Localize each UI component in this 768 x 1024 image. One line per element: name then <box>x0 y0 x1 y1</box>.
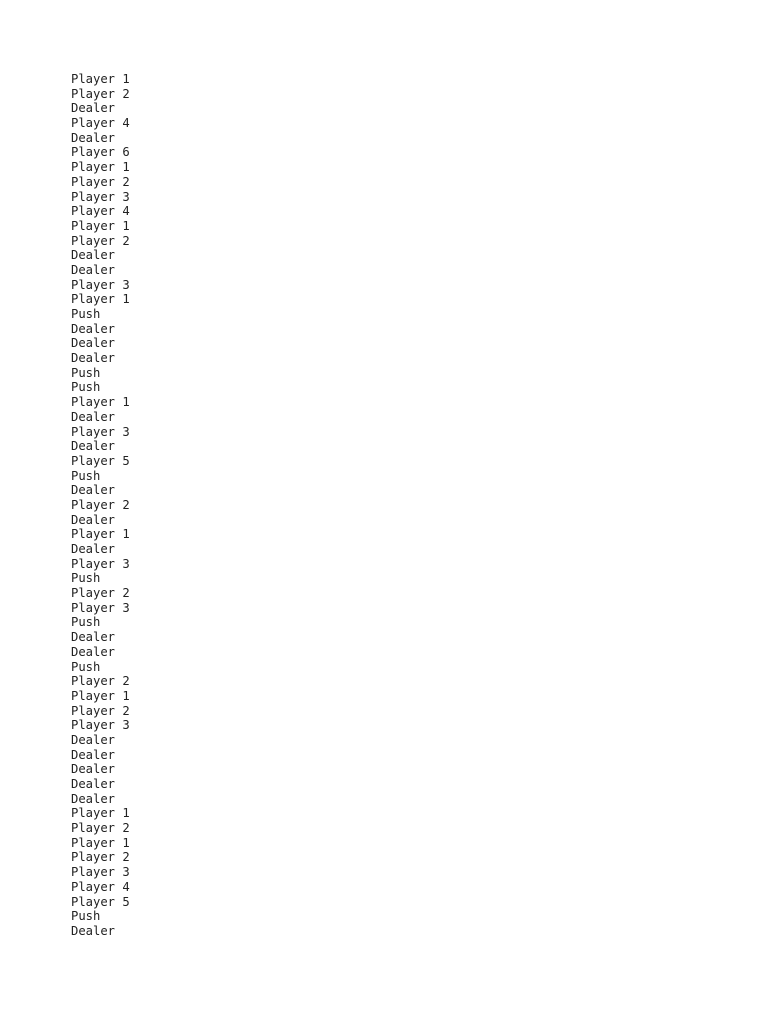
result-line: Player 5 <box>71 894 130 909</box>
result-line: Push <box>71 909 101 924</box>
result-line: Dealer <box>71 747 116 762</box>
result-line: Dealer <box>71 321 116 336</box>
result-line: Push <box>71 365 101 380</box>
result-line: Push <box>71 468 101 483</box>
result-line: Player 3 <box>71 424 130 439</box>
result-line: Player 2 <box>71 674 130 689</box>
result-line: Player 2 <box>71 850 130 865</box>
result-line: Player 1 <box>71 806 130 821</box>
result-line: Dealer <box>71 542 116 556</box>
result-line: Player 1 <box>71 395 130 410</box>
result-line: Player 3 <box>71 189 130 204</box>
result-line: Dealer <box>71 336 116 351</box>
result-line: Dealer <box>71 777 116 791</box>
result-line: Dealer <box>71 101 116 116</box>
result-line: Player 3 <box>71 556 130 571</box>
result-line: Dealer <box>71 439 116 454</box>
result-line: Push <box>71 615 101 630</box>
result-line: Dealer <box>71 262 116 277</box>
result-line: Dealer <box>71 409 116 424</box>
result-line: Dealer <box>71 732 116 747</box>
result-line: Dealer <box>71 630 116 645</box>
result-line: Dealer <box>71 762 116 777</box>
result-line: Push <box>71 307 101 321</box>
result-line: Player 2 <box>71 703 130 718</box>
result-line: Dealer <box>71 791 116 806</box>
result-line: Player 4 <box>71 204 130 219</box>
result-line: Player 5 <box>71 453 130 468</box>
result-line: Player 3 <box>71 277 130 292</box>
result-line: Player 1 <box>71 292 130 307</box>
result-line: Player 3 <box>71 865 130 880</box>
result-line: Player 1 <box>71 688 130 703</box>
result-line: Dealer <box>71 130 116 145</box>
result-line: Player 4 <box>71 116 130 131</box>
result-line: Player 6 <box>71 145 130 160</box>
result-line: Player 1 <box>71 160 130 175</box>
result-line: Dealer <box>71 923 116 938</box>
result-line: Player 4 <box>71 879 130 894</box>
result-line: Player 2 <box>71 233 130 248</box>
result-line: Dealer <box>71 483 116 498</box>
result-line: Player 3 <box>71 718 130 733</box>
result-line: Dealer <box>71 512 116 527</box>
result-line: Player 1 <box>71 218 130 233</box>
result-line: Push <box>71 659 101 674</box>
result-line: Push <box>71 571 101 586</box>
result-line: Player 2 <box>71 586 130 601</box>
result-line: Player 2 <box>71 174 130 189</box>
result-line: Player 2 <box>71 821 130 836</box>
result-line: Player 2 <box>71 86 130 101</box>
result-line: Player 1 <box>71 72 130 86</box>
result-line: Dealer <box>71 248 116 263</box>
result-line: Push <box>71 380 101 395</box>
result-line: Player 3 <box>71 600 130 615</box>
result-line: Player 2 <box>71 497 130 512</box>
result-line: Player 1 <box>71 835 130 850</box>
result-line: Dealer <box>71 351 116 366</box>
result-line: Player 1 <box>71 527 130 542</box>
result-line: Dealer <box>71 644 116 659</box>
results-list <box>71 72 130 939</box>
